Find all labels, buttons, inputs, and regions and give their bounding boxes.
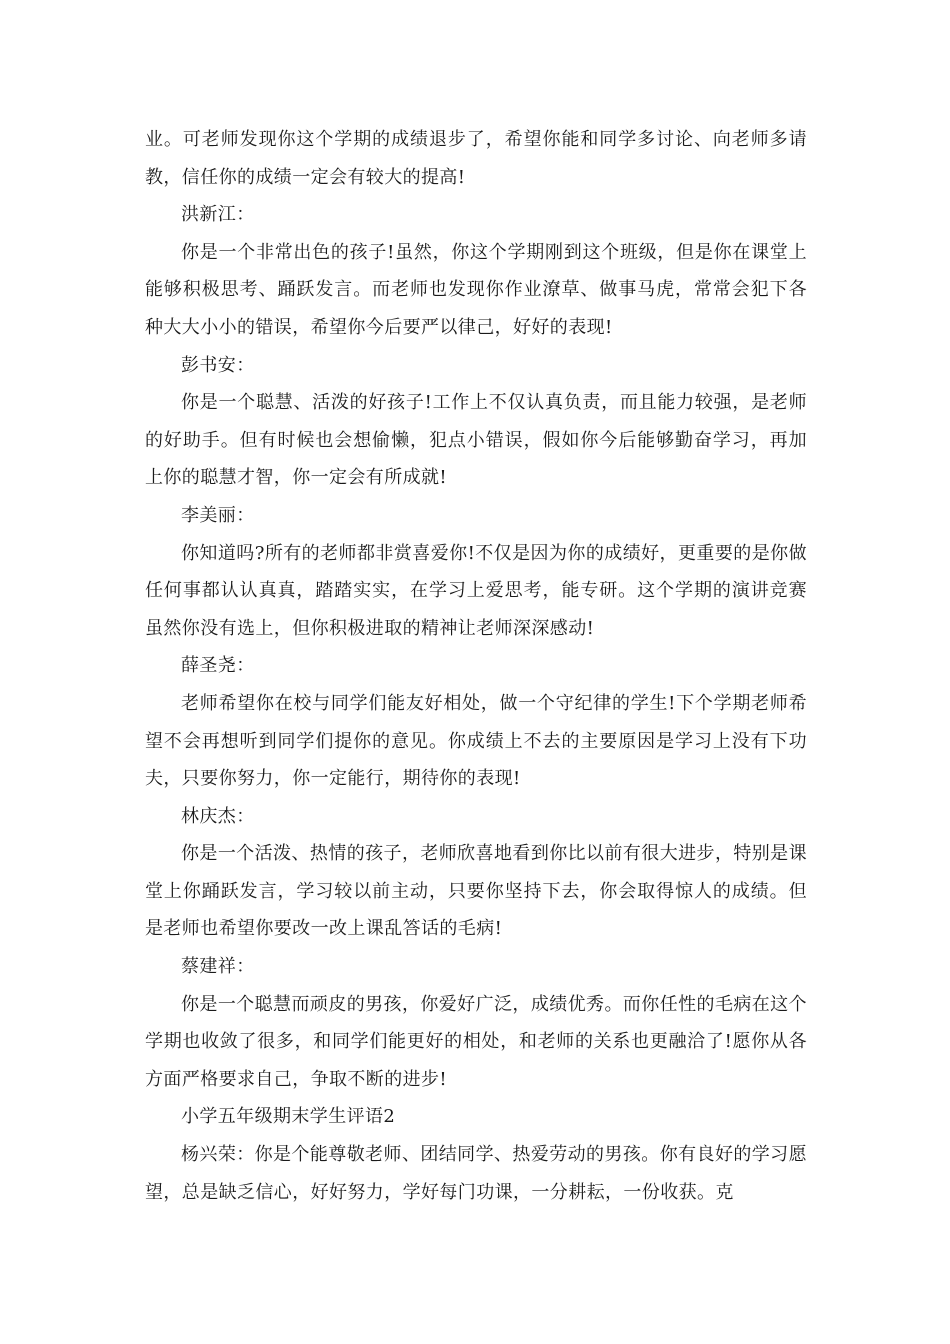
document-body <box>145 121 807 1211</box>
comment-xue-shengyao: 老师希望你在校与同学们能友好相处，做一个守纪律的学生!下个学期老师希望不会再想听到同学们提你的意见。你成绩上不去的主要原因是学习上没有下功夫，只要你努力，你一定能行，期待你的表现! <box>145 692 807 790</box>
student-name-peng-shuan: 彭书安： <box>181 354 255 376</box>
student-name-cai-jianxiang: 蔡建祥： <box>181 956 255 978</box>
comment-yang-xingrong: 杨兴荣：你是个能尊敬老师、团结同学、热爱劳动的男孩。你有良好的学习愿望，总是缺乏信心，好好努力，学好每门功课，一分耕耘，一份收获。克 <box>145 1144 807 1203</box>
comment-cai-jianxiang: 你是一个聪慧而顽皮的男孩，你爱好广泛，成绩优秀。而你任性的毛病在这个学期也收敛了很多，和同学们能更好的相处，和老师的关系也更融洽了!愿你从各方面严格要求自己，争取不断的进步! <box>145 993 807 1090</box>
student-name-lin-qingjie: 林庆杰： <box>181 805 255 827</box>
comment-lin-qingjie: 你是一个活泼、热情的孩子，老师欣喜地看到你比以前有很大进步，特别是课堂上你踊跃发言，学习较以前主动，只要你坚持下去，你会取得惊人的成绩。但是老师也希望你要改一改上课乱答话的毛病! <box>145 843 807 940</box>
student-name-xue-shengyao: 薛圣尧： <box>181 655 255 677</box>
comment-li-meili: 你知道吗?所有的老师都非赏喜爱你!不仅是因为你的成绩好，更重要的是你做任何事都认认真真，踏踏实实，在学习上爱思考，能专研。这个学期的演讲竞赛虽然你没有选上，但你积极进取的精神让老师深深感动! <box>145 542 807 639</box>
student-name-hong-xinjiang: 洪新江： <box>181 204 255 226</box>
comment-hong-xinjiang: 你是一个非常出色的孩子!虽然，你这个学期刚到这个班级，但是你在课堂上能够积极思考、踊跃发言。而老师也发现你作业潦草、做事马虎，常常会犯下各种大大小小的错误，希望你今后要严以律己，好好的表现! <box>145 241 807 338</box>
section-heading: 小学五年级期末学生评语2 <box>181 1106 396 1128</box>
paragraph-continuation: 业。可老师发现你这个学期的成绩退步了，希望你能和同学多讨论、向老师多请教，信任你的成绩一定会有较大的提高! <box>145 129 807 188</box>
student-name-li-meili: 李美丽： <box>181 504 255 526</box>
comment-peng-shuan: 你是一个聪慧、活泼的好孩子!工作上不仅认真负责，而且能力较强，是老师的好助手。但有时候也会想偷懒，犯点小错误，假如你今后能够勤奋学习，再加上你的聪慧才智，你一定会有所成就! <box>145 392 807 489</box>
